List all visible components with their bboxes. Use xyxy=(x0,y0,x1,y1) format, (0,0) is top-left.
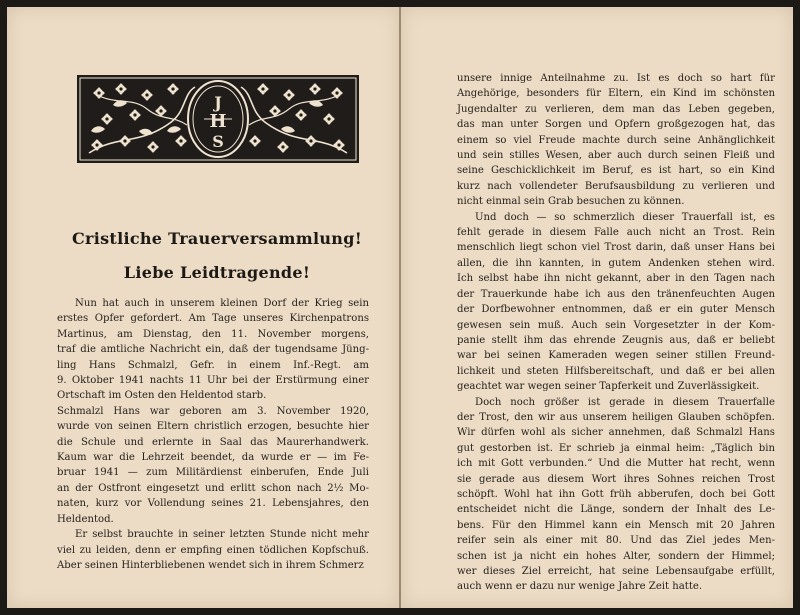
text-line: Nun hat auch in unserem kleinen Dorf der Krieg sein xyxy=(75,298,369,309)
text-line: der Trauerkunde habe ich aus den tränenfeuchten Augen xyxy=(457,288,775,300)
text-line: auch wenn er dazu nur wenige Jahre Zeit hatte. xyxy=(457,581,703,593)
text-line: wer dieses Ziel erreicht, hat seine Lebensaufgabe erfüllt, xyxy=(457,566,775,577)
text-line: wurde von seinen Eltern christlich erzogen, besuchte hier xyxy=(57,421,369,433)
text-line: an der Ostfront eingesetzt und erlitt schon nach 2½ Mo- xyxy=(57,482,369,494)
text-line: Wir dürfen wohl als sicher annehmen, daß Schmalzl Hans xyxy=(457,427,775,439)
text-line: der Trost, den wir aus unserem heiligen Glauben schöpfen. xyxy=(457,411,775,423)
text-line: nicht einmal sein Grab besuchen zu können. xyxy=(457,196,685,208)
text-line: schöpft. Wohl hat ihn Gott früh abberufen, doch bei Gott xyxy=(457,488,775,500)
text-line: Martinus, am Dienstag, den 11. November morgens, xyxy=(57,328,369,340)
page-fold xyxy=(399,7,401,608)
text-line: schen ist ja nicht ein hohes Alter, sondern der Himmel; xyxy=(457,550,775,562)
svg-text:S: S xyxy=(212,132,224,151)
floral-ornament-icon xyxy=(77,75,359,163)
text-line: lichkeit und steten Hilfsbereitschaft, und daß er bei allen xyxy=(457,365,775,377)
text-line: Kaum war die Lehrzeit beendet, da wurde er — im Fe- xyxy=(57,452,369,464)
text-line: war bei seinen Kameraden wegen seiner stillen Freund- xyxy=(457,350,775,362)
text-line: gewesen sein muß. Auch sein Vorgesetzter in der Kom- xyxy=(457,319,775,331)
text-line: erstes Opfer gefordert. Am Tage unseres Kirchenpatrons xyxy=(57,313,369,325)
svg-text:H: H xyxy=(209,111,227,132)
left-text-column xyxy=(57,296,369,573)
text-line: bruar 1941 — zum Militärdienst einberufen, Ende Juli xyxy=(57,467,369,479)
text-line: panie stellt ihm das ehrende Zeugnis aus, daß er beliebt xyxy=(457,334,775,346)
paragraph xyxy=(457,210,775,395)
text-line: traf die amtliche Nachricht ein, daß der tugendsame Jüng- xyxy=(57,344,369,356)
text-line: menschlich liegt schon viel Trost darin, daß unser Hans bei xyxy=(457,242,775,254)
paragraph xyxy=(57,404,369,527)
text-line: viel zu leiden, denn er empfing einen tödlichen Kopfschuß. xyxy=(57,544,369,556)
text-line: Schmalzl Hans war geboren am 3. November 1920, xyxy=(57,405,369,417)
text-line: Ich selbst habe ihn nicht gekannt, aber in den Tagen nach xyxy=(457,273,775,285)
paragraph xyxy=(457,395,775,595)
ornamental-vignette xyxy=(77,75,359,163)
text-line: geachtet war wegen seiner Tapferkeit und Zuverlässigkeit. xyxy=(457,381,760,393)
right-text-column xyxy=(457,71,775,595)
text-line: bens. Für den Himmel kann ein Mensch mit 20 Jahren xyxy=(457,519,775,531)
text-line: Aber seinen Hinterbliebenen wendet sich in ihrem Schmerz xyxy=(57,559,364,571)
text-line: Er selbst brauchte in seiner letzten Stunde nicht mehr xyxy=(75,529,369,541)
text-line: Und doch — so schmerzlich dieser Trauerfall ist, es xyxy=(475,211,775,223)
text-line: und sein stilles Wesen, aber auch durch seinen Fleiß und xyxy=(457,150,775,162)
text-line: ich mit Gott verbunden.“ Und die Mutter hat recht, wenn xyxy=(457,458,775,470)
text-line: gut gestorben ist. Er schrieb ja einmal heim: „Täglich bin xyxy=(457,442,775,454)
text-line: sie gerade aus diesem Wort ihres Sohnes reichen Trost xyxy=(457,473,775,485)
text-line: der Dorfbewohner entnommen, daß er ein guter Mensch xyxy=(457,304,775,316)
text-line: naten, kurz vor Vollendung seines 21. Lebensjahres, den xyxy=(57,498,369,510)
text-line: unsere innige Anteilnahme zu. Ist es doch so hart für xyxy=(457,73,775,84)
text-line: kurz nach vollendeter Berufsausbildung zu verlieren und xyxy=(457,180,775,192)
text-line: die Schule und erlernte in Saal das Maurerhandwerk. xyxy=(57,436,369,448)
booklet-spread xyxy=(7,7,793,608)
salutation: Liebe Leidtragende! xyxy=(123,263,311,282)
right-page xyxy=(401,7,793,608)
text-line: 9. Oktober 1941 nachts 11 Uhr bei der Erstürmung einer xyxy=(57,375,369,387)
text-line: einem so viel Freude machte durch seine Anhänglichkeit xyxy=(457,134,775,146)
left-page xyxy=(7,7,399,608)
text-line: reifer sein als einer mit 80. Und das Ziel jedes Men- xyxy=(457,535,775,547)
text-line: Heldentod. xyxy=(57,513,114,525)
paragraph xyxy=(457,71,775,210)
text-line: Doch noch größer ist gerade in diesem Trauerfalle xyxy=(475,396,775,408)
text-line: fehlt gerade in diesem Falle auch nicht an Trost. Rein xyxy=(457,227,775,239)
text-line: Jugendalter zu verlieren, dem man das Leben gegeben, xyxy=(457,103,775,115)
svg-text:J: J xyxy=(214,93,222,112)
paragraph xyxy=(57,296,369,404)
paragraph xyxy=(57,527,369,573)
text-line: Angehörige, besonders für Eltern, ein Kind im schönsten xyxy=(457,88,775,100)
page-title: Cristliche Trauerversammlung! xyxy=(71,229,363,248)
text-line: ling Hans Schmalzl, Gefr. in einem Inf.-Regt. am xyxy=(57,359,369,371)
text-line: allen, die ihn kannten, in gutem Andenken stehen wird. xyxy=(457,257,775,269)
text-line: das man unter Sorgen und Opfern großgezogen hat, das xyxy=(457,119,775,131)
text-line: seine Geschicklichkeit im Beruf, es ist hart, so ein Kind xyxy=(457,165,775,177)
text-line: Ortschaft im Osten den Heldentod starb. xyxy=(57,390,267,402)
text-line: entscheidet nicht die Länge, sondern der Inhalt des Le- xyxy=(457,504,775,516)
